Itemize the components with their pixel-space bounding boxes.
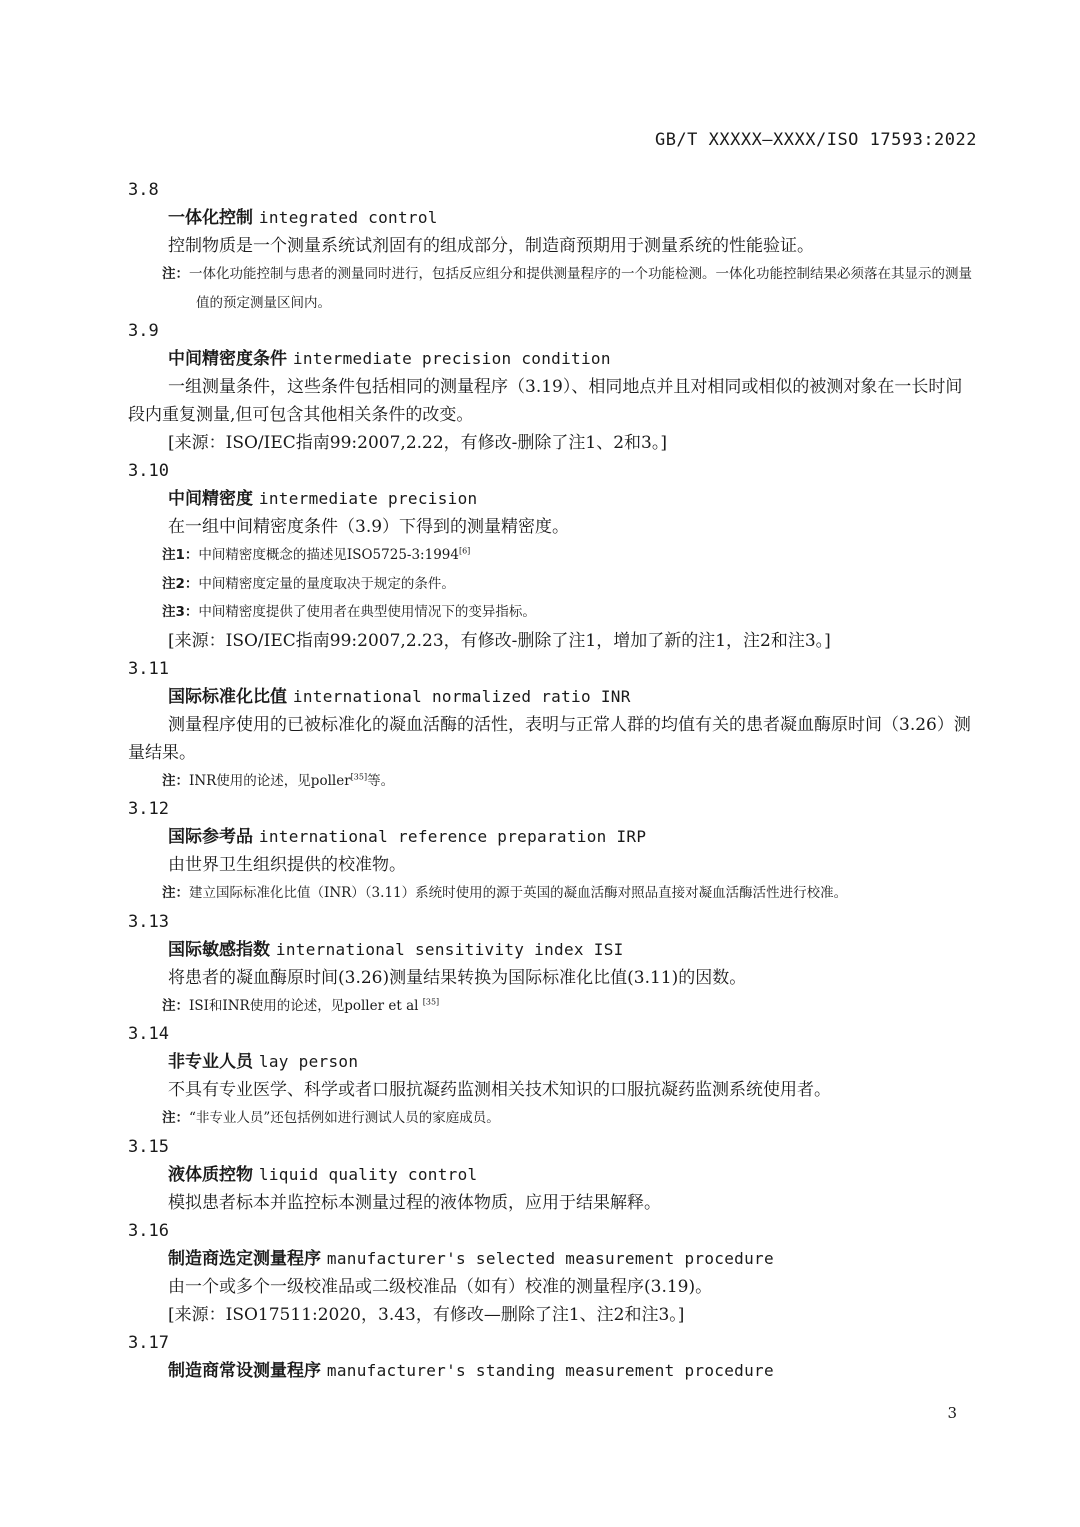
term-english: lay person [258, 1052, 359, 1071]
term-entry [128, 317, 978, 457]
reference-marker: [35] [422, 997, 440, 1006]
term-heading [128, 204, 978, 232]
entry-number: 3.15 [128, 1136, 169, 1157]
note-text: “非专业人员”还包括例如进行测试人员的家庭成员。 [189, 1110, 500, 1126]
entry-number: 3.8 [128, 180, 159, 200]
definition: 一组测量条件，这些条件包括相同的测量程序（3.19）、相同地点并且对相同或相似的被测对象在一长时间段内重复测量,但可包含其他相关条件的改变。 [128, 377, 963, 425]
note-label: 注： [162, 772, 189, 789]
note-label: 注3： [162, 604, 199, 620]
term-english: international normalized ratio INR [292, 686, 631, 706]
note-text: 中间精密度概念的描述见ISO5725-3:1994 [198, 547, 459, 563]
term-english: liquid quality control [258, 1164, 478, 1184]
term-entry [128, 1133, 978, 1217]
term-english: intermediate precision condition [292, 349, 611, 368]
note [128, 598, 978, 627]
term-heading [128, 1357, 978, 1385]
note [128, 1104, 978, 1133]
term-entry [128, 908, 978, 1021]
note-label: 注： [162, 1110, 189, 1126]
term-entry [128, 1020, 978, 1133]
entry-number: 3.9 [128, 321, 159, 341]
term-chinese: 国际参考品 [168, 827, 253, 847]
term-heading [128, 823, 978, 851]
source-citation: [来源：ISO/IEC指南99:2007,2.22，有修改-删除了注1、2和3。] [168, 433, 667, 453]
term-entry [128, 457, 978, 655]
definition: 模拟患者标本并监控标本测量过程的液体物质，应用于结果解释。 [168, 1192, 661, 1213]
note-label: 注： [162, 266, 189, 282]
entry-number: 3.16 [128, 1220, 169, 1241]
note-text: 一体化功能控制与患者的测量同时进行，包括反应组分和提供测量程序的一个功能检测。一体化功能控制结果必须落在其显示的测量值的预定测量区间内。 [189, 266, 972, 311]
entry-number: 3.13 [128, 911, 169, 932]
note-text: 中间精密度提供了使用者在典型使用情况下的变异指标。 [198, 604, 536, 620]
note [128, 541, 978, 570]
term-english: intermediate precision [258, 489, 478, 508]
term-entry [128, 176, 978, 317]
source-citation: [来源：ISO17511:2020，3.43，有修改—删除了注1、注2和注3。] [168, 1304, 685, 1325]
term-entry [128, 655, 978, 796]
term-english: international reference preparation IRP [258, 827, 647, 846]
reference-marker: [6] [458, 546, 471, 556]
source-citation: [来源：ISO/IEC指南99:2007,2.23，有修改-删除了注1，增加了新的注1，注2和注3。] [168, 630, 831, 651]
entry-number: 3.14 [128, 1024, 169, 1044]
term-english: integrated control [258, 208, 438, 227]
term-english: manufacturer's selected measurement procedure [326, 1248, 774, 1268]
term-chinese: 制造商常设测量程序 [168, 1360, 321, 1381]
definition: 由一个或多个一级校准品或二级校准品（如有）校准的测量程序(3.19)。 [168, 1276, 713, 1297]
document-body [128, 176, 978, 1385]
entry-number: 3.11 [128, 658, 169, 679]
note [128, 260, 978, 317]
term-chinese: 国际敏感指数 [168, 939, 270, 960]
entry-number: 3.17 [128, 1332, 169, 1353]
definition: 不具有专业医学、科学或者口服抗凝药监测相关技术知识的口服抗凝药监测系统使用者。 [168, 1080, 831, 1100]
note-text-tail: 等。 [367, 772, 395, 789]
term-heading [128, 1245, 978, 1273]
definition: 将患者的凝血酶原时间(3.26)测量结果转换为国际标准化比值(3.11)的因数。 [168, 967, 747, 988]
note-label: 注： [162, 885, 189, 901]
term-heading [128, 683, 978, 711]
term-entry [128, 1329, 978, 1385]
note-label: 注2： [162, 575, 199, 592]
note [128, 992, 978, 1021]
term-chinese: 非专业人员 [168, 1052, 253, 1072]
entry-number: 3.12 [128, 799, 169, 819]
note-label: 注1： [162, 547, 199, 563]
definition: 控制物质是一个测量系统试剂固有的组成部分，制造商预期用于测量系统的性能验证。 [168, 236, 814, 256]
term-english: manufacturer's standing measurement procedure [326, 1360, 774, 1380]
term-heading [128, 936, 978, 964]
definition: 测量程序使用的已被标准化的凝血活酶的活性，表明与正常人群的均值有关的患者凝血酶原时间（3.26）测量结果。 [128, 714, 971, 763]
term-heading [128, 1161, 978, 1189]
term-entry [128, 795, 978, 908]
term-chinese: 一体化控制 [168, 208, 253, 228]
note-text: ISI和INR使用的论述，见poller et al [189, 997, 423, 1014]
entry-number: 3.10 [128, 461, 169, 481]
definition: 在一组中间精密度条件（3.9）下得到的测量精密度。 [168, 517, 570, 537]
term-english: international sensitivity index ISI [275, 939, 624, 959]
definition: 由世界卫生组织提供的校准物。 [168, 855, 406, 875]
term-chinese: 国际标准化比值 [168, 686, 287, 707]
term-chinese: 液体质控物 [168, 1164, 253, 1185]
note-text: INR使用的论述，见poller [189, 772, 351, 789]
term-chinese: 制造商选定测量程序 [168, 1248, 321, 1269]
note [128, 767, 978, 796]
term-heading [128, 345, 978, 373]
document-header: GB/T XXXXX—XXXX/ISO 17593:2022 [654, 130, 977, 150]
reference-marker: [35] [350, 772, 368, 781]
note-text: 建立国际标准化比值（INR）（3.11）系统时使用的源于英国的凝血活酶对照品直接对凝血活酶活性进行校准。 [189, 885, 848, 901]
term-entry [128, 1217, 978, 1329]
note [128, 879, 978, 908]
term-chinese: 中间精密度条件 [168, 349, 287, 369]
note [128, 570, 978, 599]
page-number: 3 [947, 1404, 957, 1422]
term-heading [128, 1048, 978, 1076]
term-chinese: 中间精密度 [168, 489, 253, 509]
note-text: 中间精密度定量的量度取决于规定的条件。 [198, 575, 455, 592]
note-label: 注： [162, 997, 189, 1014]
term-heading [128, 485, 978, 513]
